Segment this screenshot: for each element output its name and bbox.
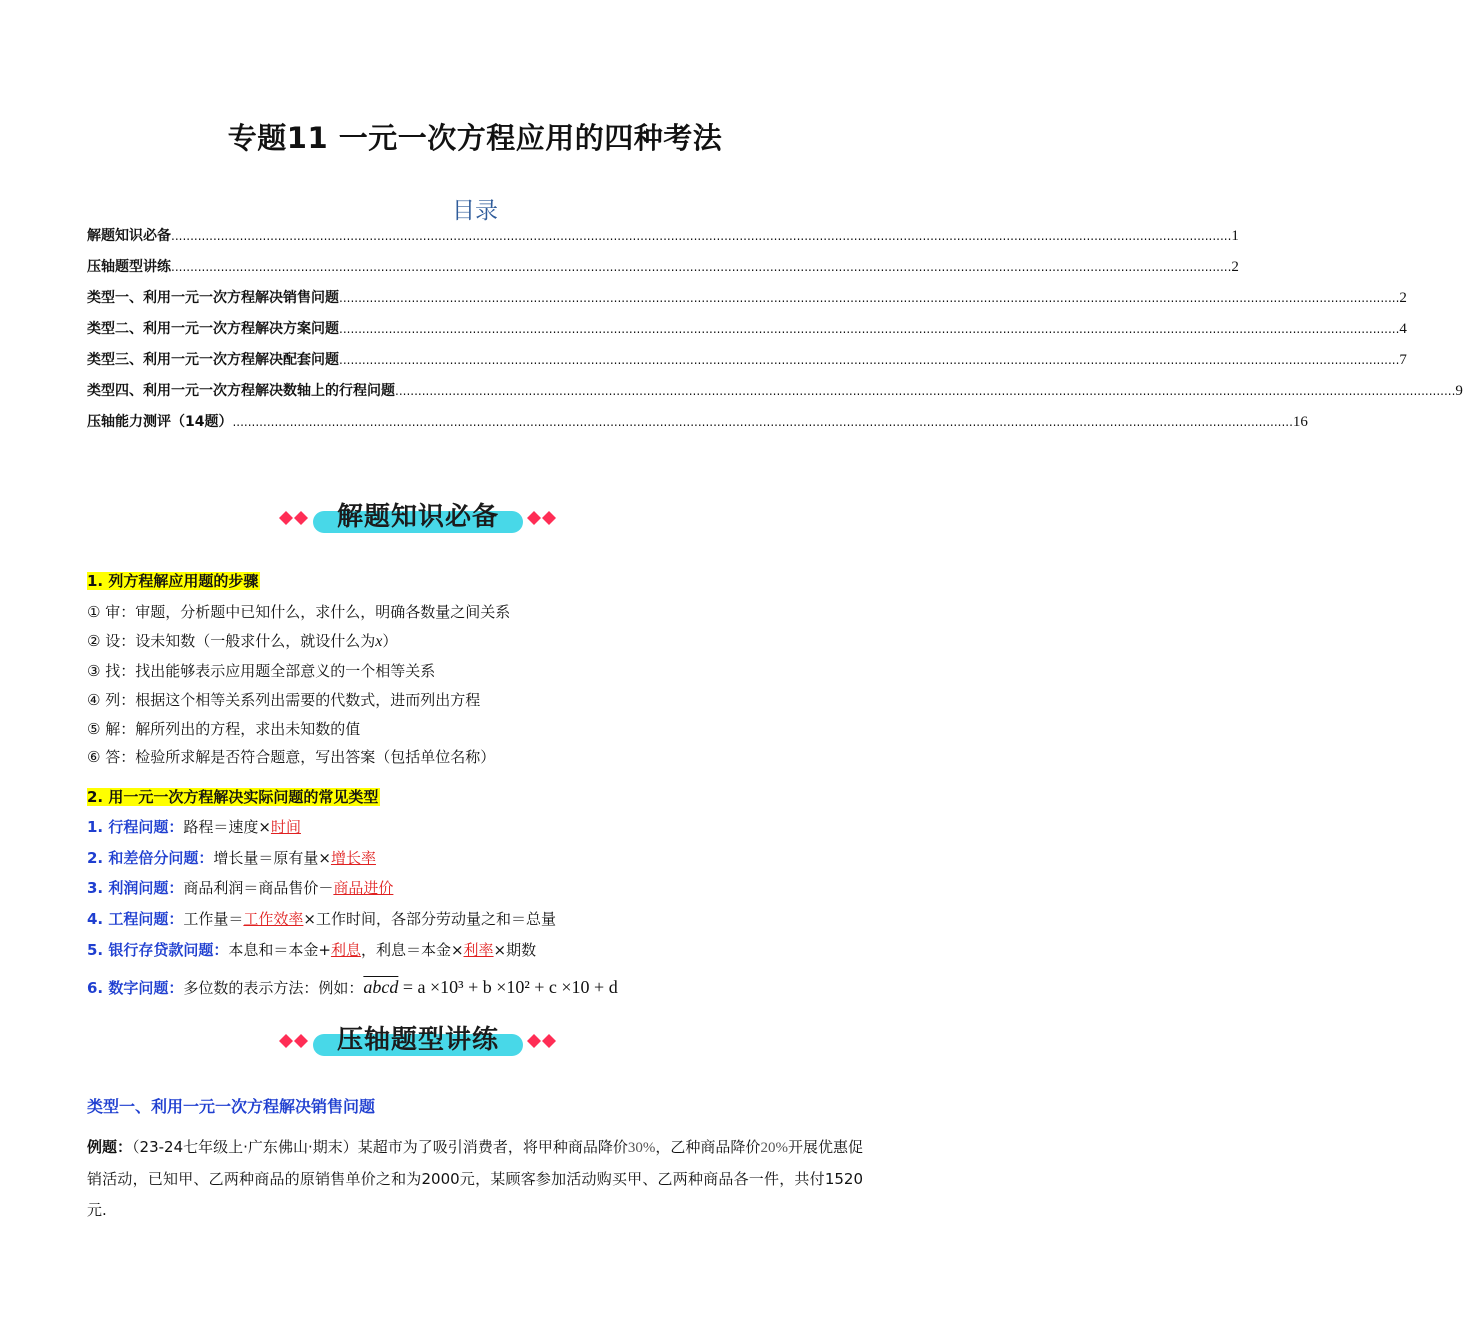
toc-entry-label: 类型二、利用一元一次方程解决方案问题 bbox=[87, 321, 339, 337]
toc-entry-label: 类型一、利用一元一次方程解决销售问题 bbox=[87, 290, 339, 306]
toc-heading: 目录 bbox=[452, 198, 498, 224]
toc-entry[interactable] bbox=[87, 380, 1463, 411]
toc-entry-page: 2 bbox=[1231, 259, 1239, 275]
toc-leader: ...................................................................................................................................................................................................................................................................................... bbox=[339, 322, 1400, 336]
toc-leader: ...................................................................................................................................................................................................................................................................................... bbox=[395, 384, 1456, 398]
knowledge-banner bbox=[275, 497, 560, 541]
practice-banner bbox=[275, 1020, 560, 1064]
toc-entry-label: 解题知识必备 bbox=[87, 228, 171, 244]
type-heading: 类型一、利用一元一次方程解决销售问题 bbox=[87, 1097, 376, 1116]
toc-entry-page: 7 bbox=[1399, 352, 1407, 368]
banner-title: 解题知识必备 bbox=[336, 502, 499, 532]
toc-leader: ...................................................................................................................................................................................................................................................................................... bbox=[232, 415, 1293, 429]
problem-type-item: 2. 和差倍分问题：增长量＝原有量×增长率 bbox=[87, 849, 376, 867]
toc-leader: ...................................................................................................................................................................................................................................................................................... bbox=[171, 260, 1232, 274]
toc-entry-page: 2 bbox=[1399, 290, 1407, 306]
problem-type-item: 4. 工程问题：工作量＝工作效率×工作时间，各部分劳动量之和＝总量 bbox=[87, 910, 556, 928]
toc-entry-label: 类型三、利用一元一次方程解决配套问题 bbox=[87, 352, 339, 368]
problem-type-item: 1. 行程问题：路程＝速度×时间 bbox=[87, 818, 301, 836]
toc-entry-page: 4 bbox=[1399, 321, 1407, 337]
step-item: ⑤ 解：解所列出的方程，求出未知数的值 bbox=[87, 720, 361, 738]
section-title: 1. 列方程解应用题的步骤 bbox=[87, 572, 259, 590]
toc-entry-page: 9 bbox=[1455, 383, 1463, 399]
toc-leader: ...................................................................................................................................................................................................................................................................................... bbox=[171, 229, 1232, 243]
banner-title: 压轴题型讲练 bbox=[336, 1025, 499, 1055]
toc-entry[interactable] bbox=[87, 411, 1308, 442]
page-title: 专题11 一元一次方程应用的四种考法 bbox=[227, 121, 723, 155]
problem-type-item: 3. 利润问题：商品利润＝商品售价－商品进价 bbox=[87, 879, 394, 897]
table-of-contents bbox=[87, 225, 1463, 442]
diamond-decoration-icon bbox=[527, 1034, 557, 1048]
digit-formula: abcd = a ×10³ + b ×10² + c ×10 + d bbox=[363, 977, 618, 997]
toc-entry[interactable] bbox=[87, 349, 1407, 380]
toc-entry-label: 压轴题型讲练 bbox=[87, 259, 171, 275]
step-item: ③ 找：找出能够表示应用题全部意义的一个相等关系 bbox=[87, 662, 436, 680]
toc-entry-page: 16 bbox=[1292, 414, 1308, 430]
toc-leader: ...................................................................................................................................................................................................................................................................................... bbox=[339, 353, 1400, 367]
diamond-decoration-icon bbox=[527, 511, 557, 525]
toc-entry[interactable] bbox=[87, 318, 1407, 349]
toc-entry-label: 类型四、利用一元一次方程解决数轴上的行程问题 bbox=[87, 383, 395, 399]
toc-entry[interactable] bbox=[87, 256, 1239, 287]
step-item: ① 审：审题，分析题中已知什么，求什么，明确各数量之间关系 bbox=[87, 603, 511, 621]
diamond-decoration-icon bbox=[279, 1034, 309, 1048]
section-title: 2. 用一元一次方程解决实际问题的常见类型 bbox=[87, 788, 379, 806]
toc-entry-label: 压轴能力测评（14题） bbox=[87, 414, 233, 430]
toc-leader: ...................................................................................................................................................................................................................................................................................... bbox=[339, 291, 1400, 305]
toc-entry[interactable] bbox=[87, 287, 1407, 318]
example-paragraph: 例题：（23-24七年级上·广东佛山·期末）某超市为了吸引消费者，将甲种商品降价30%，乙种商品降价20%开展优惠促销活动，已知甲、乙两种商品的原销售单价之和为2000元，某顾客参加活动购买甲、乙两种商品各一件，共付1520元. bbox=[87, 1138, 863, 1219]
problem-type-item: 6. 数字问题：多位数的表示方法：例如：abcd = a ×10³ + b ×10² + c ×10 + d bbox=[87, 977, 618, 997]
toc-entry[interactable] bbox=[87, 225, 1239, 256]
step-item: ④ 列：根据这个相等关系列出需要的代数式，进而列出方程 bbox=[87, 691, 481, 709]
step-item: ② 设：设未知数（一般求什么，就设什么为x） bbox=[87, 632, 398, 650]
toc-entry-page: 1 bbox=[1231, 228, 1239, 244]
problem-type-item: 5. 银行存贷款问题：本息和＝本金+利息，利息＝本金×利率×期数 bbox=[87, 941, 537, 959]
diamond-decoration-icon bbox=[279, 511, 309, 525]
step-item: ⑥ 答：检验所求解是否符合题意，写出答案（包括单位名称） bbox=[87, 748, 496, 766]
